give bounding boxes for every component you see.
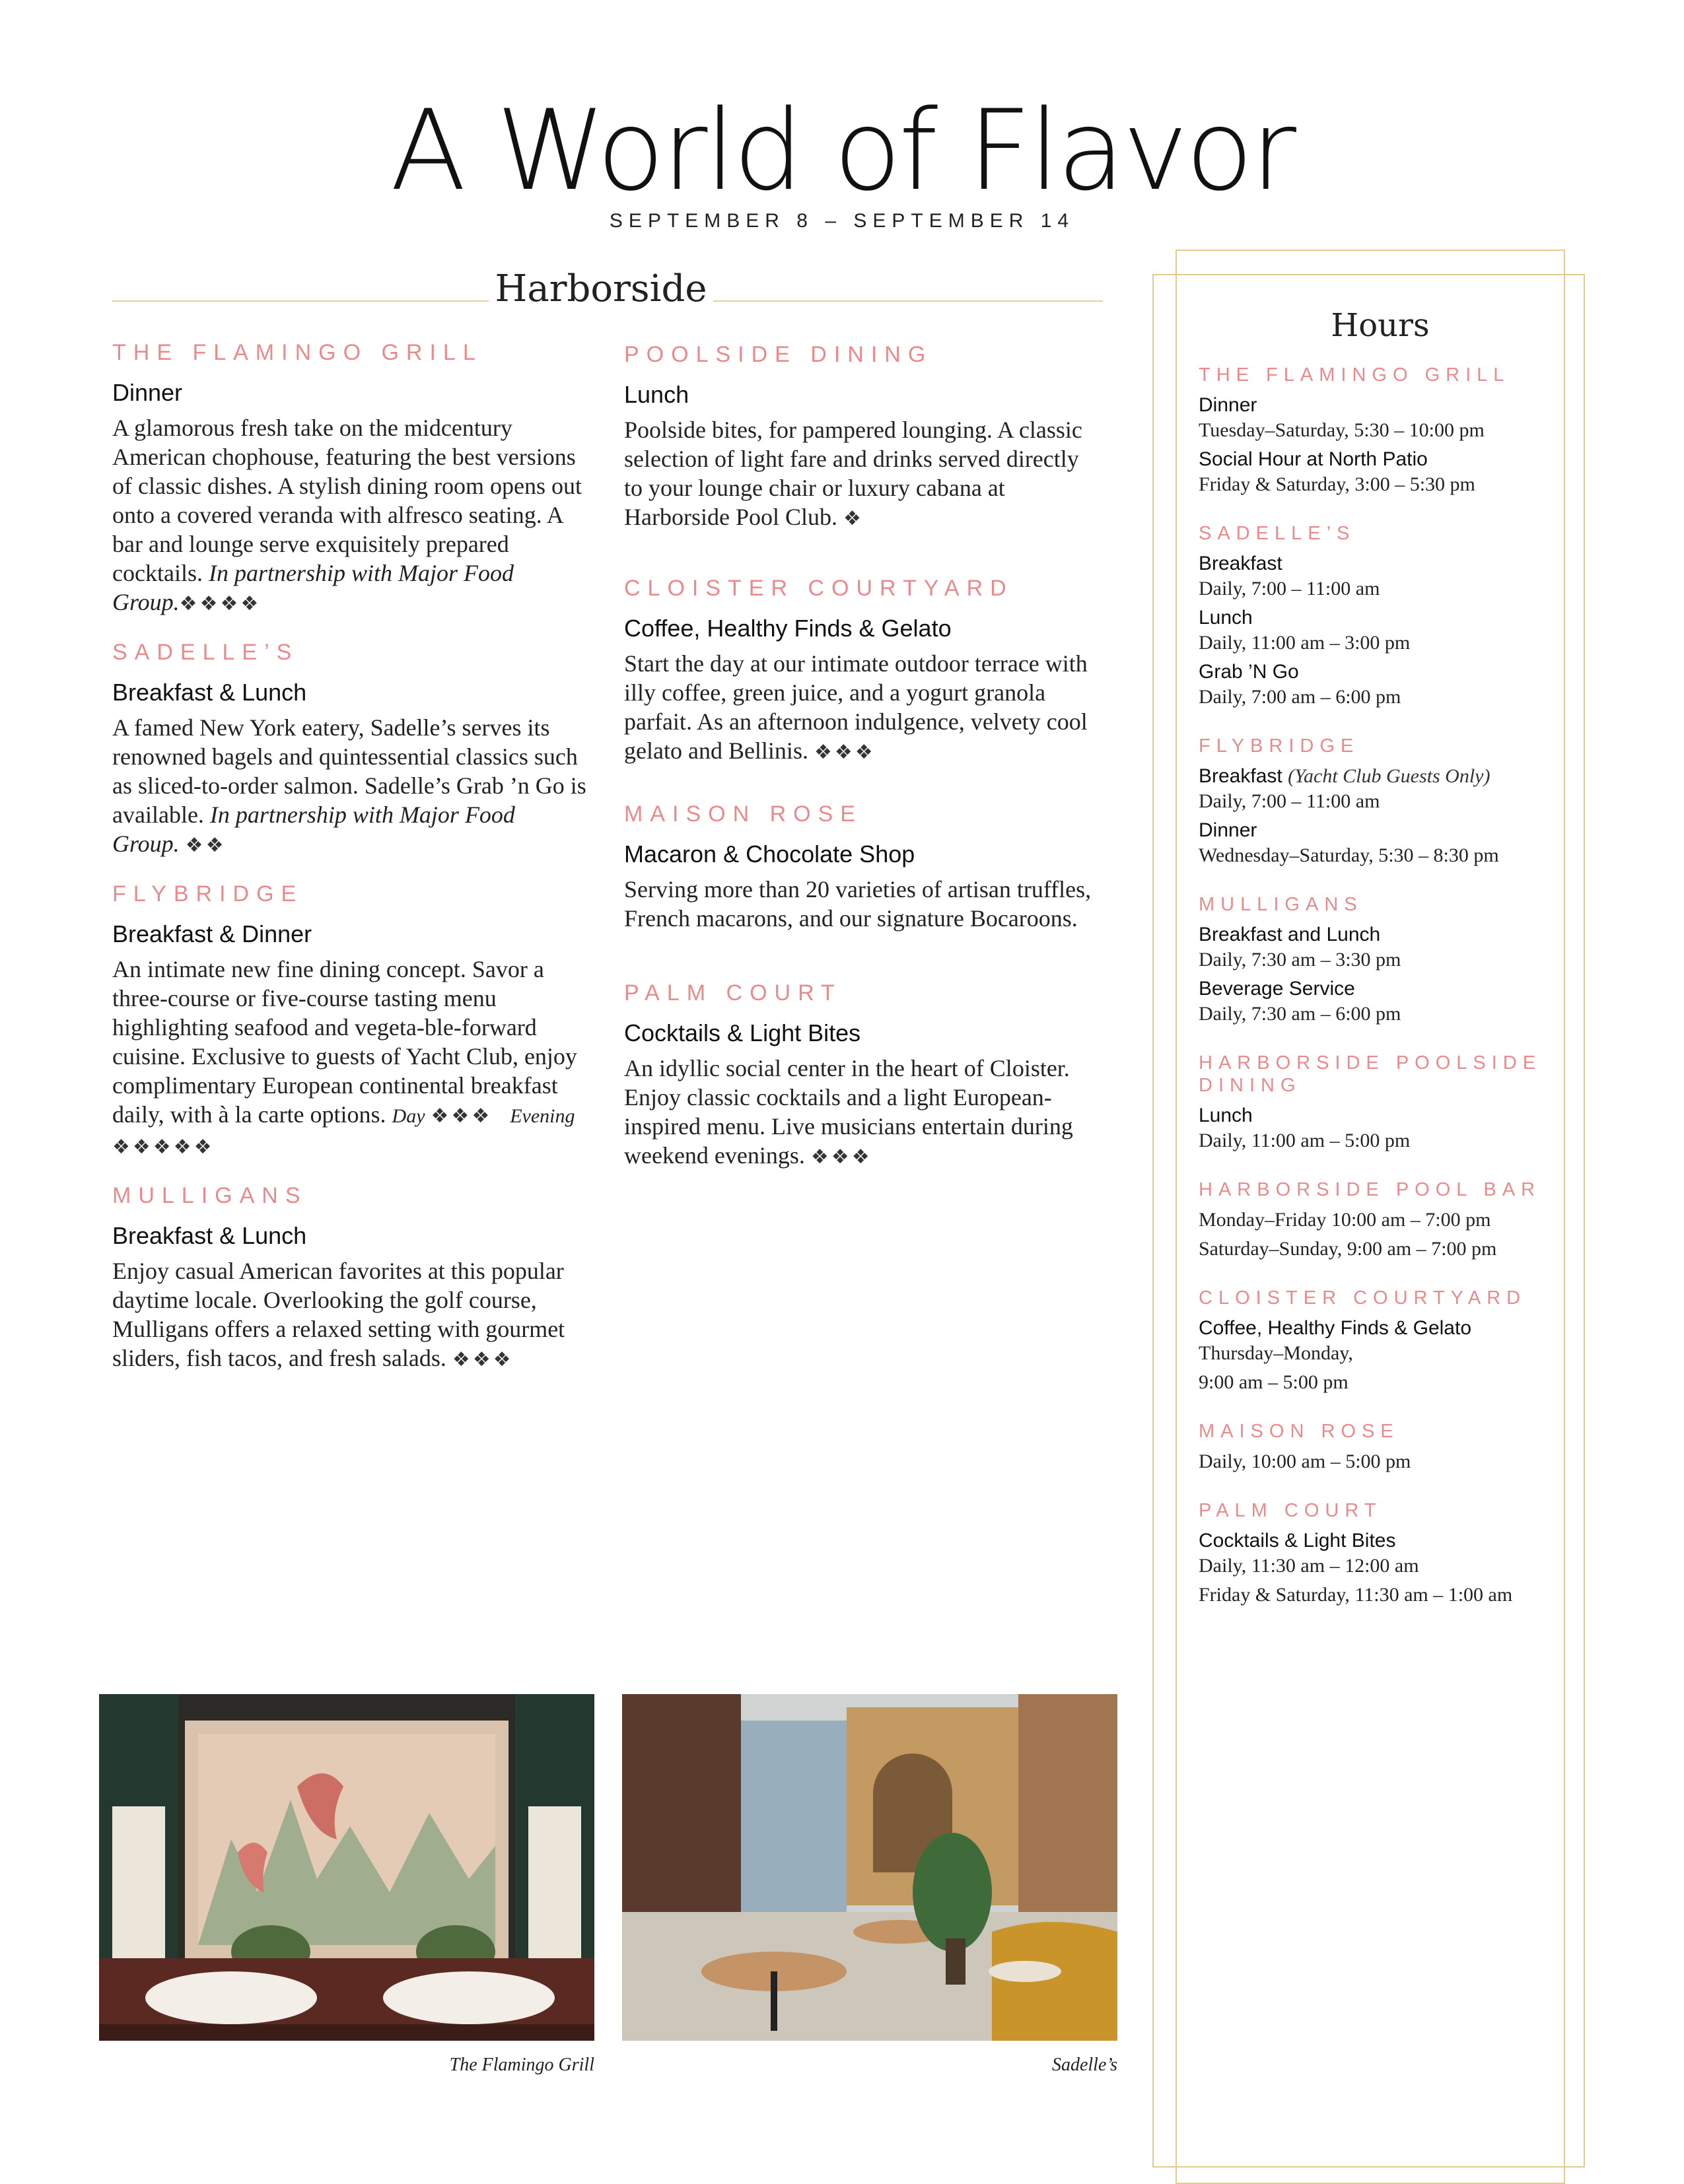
- venue-meal: Breakfast & Dinner: [112, 920, 312, 947]
- hours-time: 9:00 am – 5:00 pm: [1199, 1371, 1349, 1393]
- hours-flamingo-grill: [1199, 364, 1542, 497]
- hours-venue-name: MULLIGANS: [1199, 894, 1363, 915]
- hours-venue-name: FLYBRIDGE: [1199, 735, 1360, 757]
- hours-meal: Beverage Service: [1199, 978, 1355, 1000]
- venue-description: An intimate new fine dining concept. Savor a three-course or five-course tasting menu highlighting seafood and vegeta-ble-forward cuisine. Exclusive to guests of Yacht Club, enjoy complimentary European continental breakfast daily, with à la carte options. Day ❖❖❖ Evening ❖❖❖❖❖: [112, 956, 577, 1159]
- hours-meal: Breakfast and Lunch: [1199, 924, 1381, 945]
- venue-description: Serving more than 20 varieties of artisan truffles, French macarons, and our signature Bocaroons.: [624, 876, 1092, 932]
- venue-meal: Cocktails & Light Bites: [624, 1019, 861, 1046]
- hours-venue-name: MAISON ROSE: [1199, 1421, 1399, 1442]
- price-diamonds-icon: ❖❖: [185, 834, 227, 857]
- venue-poolside-dining: [624, 342, 1100, 533]
- hours-venue-name: THE FLAMINGO GRILL: [1199, 364, 1510, 386]
- venue-cloister-courtyard: [624, 576, 1100, 767]
- hours-note: (Yacht Club Guests Only): [1288, 765, 1491, 787]
- venue-name: FLYBRIDGE: [112, 881, 304, 906]
- hours-venue-name: HARBORSIDE POOL BAR: [1199, 1179, 1541, 1200]
- photo-flamingo-grill: [99, 1694, 594, 2041]
- venue-name: MAISON ROSE: [624, 802, 862, 827]
- hours-time: Saturday–Sunday, 9:00 am – 7:00 pm: [1199, 1238, 1497, 1260]
- venue-mulligans: [112, 1183, 588, 1375]
- hours-time: Monday–Friday 10:00 am – 7:00 pm: [1199, 1209, 1491, 1231]
- venue-name: MULLIGANS: [112, 1183, 308, 1208]
- venue-meal: Coffee, Healthy Finds & Gelato: [624, 615, 952, 642]
- hours-meal: Lunch: [1199, 607, 1253, 629]
- venue-meal: Lunch: [624, 381, 689, 408]
- hours-venue-name: SADELLE’S: [1199, 523, 1356, 544]
- hours-time: Daily, 10:00 am – 5:00 pm: [1199, 1450, 1411, 1472]
- venue-meal: Dinner: [112, 379, 183, 406]
- venue-flamingo-grill: [112, 340, 588, 619]
- hours-cloister-courtyard: [1199, 1287, 1542, 1395]
- hours-meal: Social Hour at North Patio: [1199, 448, 1428, 470]
- hours-time: Thursday–Monday,: [1199, 1342, 1353, 1364]
- hours-title: Hours: [1331, 307, 1430, 344]
- hours-meal: Dinner: [1199, 819, 1257, 841]
- hours-venue-name: CLOISTER COURTYARD: [1199, 1287, 1527, 1309]
- photo-caption: Sadelle’s: [1051, 2055, 1117, 2075]
- venue-palm-court: [624, 980, 1100, 1172]
- price-diamonds-icon: ❖❖❖: [810, 1145, 872, 1169]
- venue-description: An idyllic social center in the heart of Cloister. Enjoy classic cocktails and a light European-inspired menu. Live musicians entertain during weekend evenings. ❖❖❖: [624, 1055, 1073, 1169]
- price-diamonds-icon: ❖❖❖❖❖: [112, 1136, 215, 1159]
- hours-time: Friday & Saturday, 3:00 – 5:30 pm: [1199, 473, 1475, 495]
- venue-name: SADELLE’S: [112, 640, 299, 665]
- venues-left-column: [112, 340, 588, 1396]
- page-title: A World of Flavor: [390, 86, 1294, 215]
- venue-meal: Macaron & Chocolate Shop: [624, 840, 915, 868]
- hours-meal: Breakfast (Yacht Club Guests Only): [1199, 765, 1491, 787]
- venue-name: CLOISTER COURTYARD: [624, 576, 1014, 601]
- hours-meal: Breakfast: [1199, 553, 1282, 574]
- price-diamonds-icon: ❖❖❖❖: [179, 592, 262, 615]
- hours-meal: Cocktails & Light Bites: [1199, 1530, 1396, 1552]
- hours-time: Daily, 7:00 – 11:00 am: [1199, 578, 1380, 599]
- price-diamonds-icon: ❖: [843, 507, 864, 530]
- hours-harborside-poolside-dining: [1199, 1052, 1542, 1153]
- hours-time: Daily, 11:00 am – 3:00 pm: [1199, 632, 1411, 654]
- hours-meal: Coffee, Healthy Finds & Gelato: [1199, 1317, 1471, 1339]
- hours-palm-court: [1199, 1499, 1542, 1608]
- hours-venue-name: HARBORSIDE POOLSIDE DINING: [1199, 1052, 1542, 1096]
- venue-maison-rose: [624, 802, 1100, 933]
- hours-time: Daily, 7:30 am – 3:30 pm: [1199, 949, 1401, 971]
- hours-meal: Grab ’N Go: [1199, 661, 1299, 683]
- hours-harborside-pool-bar: [1199, 1178, 1542, 1262]
- venue-description: Start the day at our intimate outdoor terrace with illy coffee, green juice, and a yogurt granola parfait. As an afternoon indulgence, velvety cool gelato and Bellinis. ❖❖❖: [624, 650, 1088, 764]
- hours-time: Daily, 7:00 – 11:00 am: [1199, 790, 1380, 812]
- venue-name: POOLSIDE DINING: [624, 342, 933, 367]
- venue-name: THE FLAMINGO GRILL: [112, 340, 483, 365]
- price-diamonds-icon: ❖❖❖: [431, 1105, 493, 1128]
- venues-middle-column: [624, 342, 1100, 1193]
- hours-panel: [1199, 307, 1542, 1633]
- hours-time: Tuesday–Saturday, 5:30 – 10:00 pm: [1199, 419, 1485, 441]
- hours-time: Daily, 11:00 am – 5:00 pm: [1199, 1130, 1411, 1151]
- hours-meal: Lunch: [1199, 1105, 1253, 1126]
- venue-meal: Breakfast & Lunch: [112, 679, 307, 706]
- venue-sadelles: [112, 640, 588, 860]
- hours-sadelles: [1199, 522, 1542, 710]
- hours-time: Friday & Saturday, 11:30 am – 1:00 am: [1199, 1584, 1513, 1606]
- date-range: SEPTEMBER 8 – SEPTEMBER 14: [609, 210, 1075, 232]
- section-header: [112, 267, 1103, 314]
- hours-flybridge: [1199, 735, 1542, 868]
- venue-name: PALM COURT: [624, 980, 842, 1006]
- venue-description: A glamorous fresh take on the midcentury American chophouse, featuring the best versions of classic dishes. A stylish dining room opens out onto a covered veranda with alfresco seating. A bar and lounge serve exquisitely prepared cocktails. In partnership with Major Food Group.❖❖❖❖: [112, 415, 582, 615]
- section-rule-right: [713, 300, 1103, 302]
- hours-time: Daily, 7:30 am – 6:00 pm: [1199, 1003, 1401, 1025]
- venue-description: A famed New York eatery, Sadelle’s serves its renowned bagels and quintessential classics such as sliced-to-order salmon. Sadelle’s Grab ’n Go is available. In partnership with Major Food Group. ❖❖: [112, 714, 586, 857]
- venue-flybridge: [112, 881, 588, 1162]
- hours-time: Wednesday–Saturday, 5:30 – 8:30 pm: [1199, 844, 1499, 866]
- price-diamonds-icon: ❖❖❖: [452, 1348, 514, 1371]
- photo-caption: The Flamingo Grill: [449, 2055, 594, 2075]
- section-rule-left: [112, 300, 489, 302]
- section-title: Harborside: [495, 267, 707, 310]
- hours-mulligans: [1199, 893, 1542, 1027]
- hours-venue-name: PALM COURT: [1199, 1500, 1382, 1521]
- photo-sadelles: [622, 1694, 1117, 2041]
- price-diamonds-icon: ❖❖❖: [814, 741, 876, 764]
- venue-meal: Breakfast & Lunch: [112, 1222, 307, 1249]
- venue-description: Poolside bites, for pampered lounging. A classic selection of light fare and drinks served directly to your lounge chair or luxury cabana at Harborside Pool Club. ❖: [624, 417, 1082, 530]
- hours-time: Daily, 7:00 am – 6:00 pm: [1199, 686, 1401, 708]
- hours-maison-rose: [1199, 1420, 1542, 1474]
- venue-description: Enjoy casual American favorites at this popular daytime locale. Overlooking the golf course, Mulligans offers a relaxed setting with gourmet sliders, fish tacos, and fresh salads. ❖❖❖: [112, 1258, 565, 1371]
- hours-meal: Dinner: [1199, 394, 1257, 416]
- hours-time: Daily, 11:30 am – 12:00 am: [1199, 1555, 1419, 1577]
